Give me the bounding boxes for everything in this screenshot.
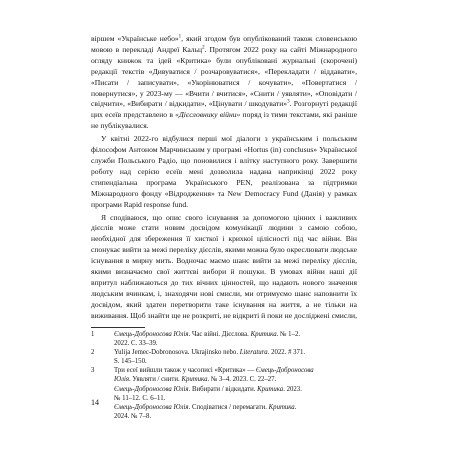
- footnote: [91, 330, 357, 348]
- footnotes: [91, 330, 357, 421]
- text-run: . Протягом 2022 року на сайті Міжнародного огляду книжок та ідей «Критика» були опубліковані журнальні (скорочені) редакції текстів «Дивуватися / розчаровуватися», «Перекладати / віддавати», «Писати / записувати», «Укорінюватися / кочувати», «Повертатися / повернутися», у 2023-му — «Вчити / вчитися», «Снити / уявляти», «Оповідати / свідчити», «Вибирати / відкидати», «Цінувати / шкодувати»: [91, 44, 357, 109]
- footnote-text: [114, 348, 357, 366]
- text-run: . Сподіватися / перемагати.: [188, 403, 269, 411]
- italic-text: Юлія: [114, 376, 130, 384]
- text-run: Yulija Jemec-Dobronosova. Ukrajinsko nebo.: [114, 349, 240, 357]
- text-run: 2024. № 7–8.: [114, 412, 152, 420]
- footnote-line: [114, 412, 357, 421]
- main-text: [91, 34, 357, 322]
- page-number: 14: [91, 398, 99, 407]
- text-run: . Час війні. Дієслова.: [188, 331, 251, 338]
- footnote-line: [114, 394, 357, 403]
- italic-text: Literatura: [239, 349, 268, 357]
- italic-text: Ємець-Доброносова: [255, 367, 314, 375]
- footnote-line: [114, 339, 357, 348]
- footnote: [91, 348, 357, 366]
- footnote-line: [114, 403, 357, 412]
- footnote: [91, 366, 357, 421]
- footnote-number: 3: [91, 367, 95, 375]
- text-run: У квітні 2022-го відбулися перші мої діалоги з українським і польським філософом Антоном Марчинським у програмі «Hortus (in) conclusus» Української служби Польського Радіо, що поновилися і влітку наступного року. Завершити роботу над серією есеїв мені дозволила надана наприкінці 2022 року стипендіальна програма Українського PEN, реалізована за підтримки Міжнародного фонду «Відродження» та New Democracy Fund (Данія) у рамках програми Rapid response fund.: [91, 134, 357, 209]
- footnote-ref: 3: [287, 99, 290, 105]
- italic-text: Критика: [257, 385, 284, 393]
- text-run: Три есеї вийшли також у часописі «Критика» —: [114, 367, 256, 375]
- footnote-separator: [91, 327, 145, 328]
- footnote-line: [114, 385, 357, 394]
- italic-text: Ємець-Доброносова Юлія: [114, 331, 189, 338]
- footnote-number: 1: [91, 331, 95, 338]
- text-run: . Уявляти / снити.: [129, 376, 182, 384]
- footnote-ref: 2: [202, 45, 205, 51]
- text-run: . Вибирати / відкидати.: [188, 385, 258, 393]
- footnote-line: [114, 348, 357, 357]
- text-run: № 11–12. С. 6–11.: [114, 394, 166, 402]
- footnote-line: [114, 375, 357, 384]
- text-run: Я сподіваюся, що опис свого існування за допомогою цінних і важливих дієслів може стати новим досвідом комунікації людини з самою собою, необхідної для збереження її хисткої і крихкої цілісності під час війни. Він спонукає вийти за межі переліку дієслів, якими можна було окреслювати людське існування в мирну мить. Водночас маємо шанс вийти за межі переліку дієслів, якими визначаємо свої життєві вибори й пошуки. В умовах війни наші дії впритул наближаються до тих вічних цінностей, що надають нового значення людським вчинкам, і, знаходячи нові смисли, ми отримуємо шанс наповнити їх досвідом, який здатен перетворити таке існування на життя, а не тільки на виживання. Щоб знайти ще не розкриті, не відкриті й поки не досліджені смисли,: [91, 212, 357, 320]
- text-run: . 2022. # 371.: [267, 349, 306, 357]
- footnote-line: [114, 366, 357, 375]
- paragraph: [91, 213, 357, 323]
- italic-text: Критика: [268, 403, 295, 411]
- footnote-line: [114, 357, 357, 366]
- text-run: , який згодом був опублікований також словенською мовою в перекладі Андреї Кальц: [91, 34, 357, 54]
- text-run: поряд із тими текстами, які раніше не публікувалися.: [91, 110, 357, 131]
- italic-text: Критика: [181, 376, 208, 384]
- italic-text: «Дієсловнику війни»: [175, 110, 241, 120]
- text-run: .: [294, 403, 297, 411]
- paragraph: [91, 34, 357, 132]
- text-run: 2022. С. 33–39.: [114, 340, 158, 348]
- footnote-text: [114, 366, 357, 421]
- text-run: . Розгорнуті редакції цих есеїв представлено в: [91, 99, 357, 120]
- footnote-ref: 1: [178, 34, 182, 40]
- text-run: S. 145–150.: [114, 358, 147, 366]
- text-run: . 2023.: [283, 385, 302, 393]
- italic-text: Ємець-Доброносова Юлія: [114, 403, 189, 411]
- text-run: . № 1–2.: [276, 331, 301, 338]
- text-run: . № 3–4. 2023. С. 22–27.: [207, 376, 277, 384]
- footnote-line: [114, 330, 357, 339]
- italic-text: Критика: [250, 331, 277, 338]
- footnote-text: [114, 330, 357, 348]
- italic-text: Ємець-Доброносова Юлія: [114, 385, 189, 393]
- footnote-number: 2: [91, 349, 95, 357]
- paragraph: [91, 134, 357, 210]
- text-run: віршем «Українське небо»: [91, 34, 179, 43]
